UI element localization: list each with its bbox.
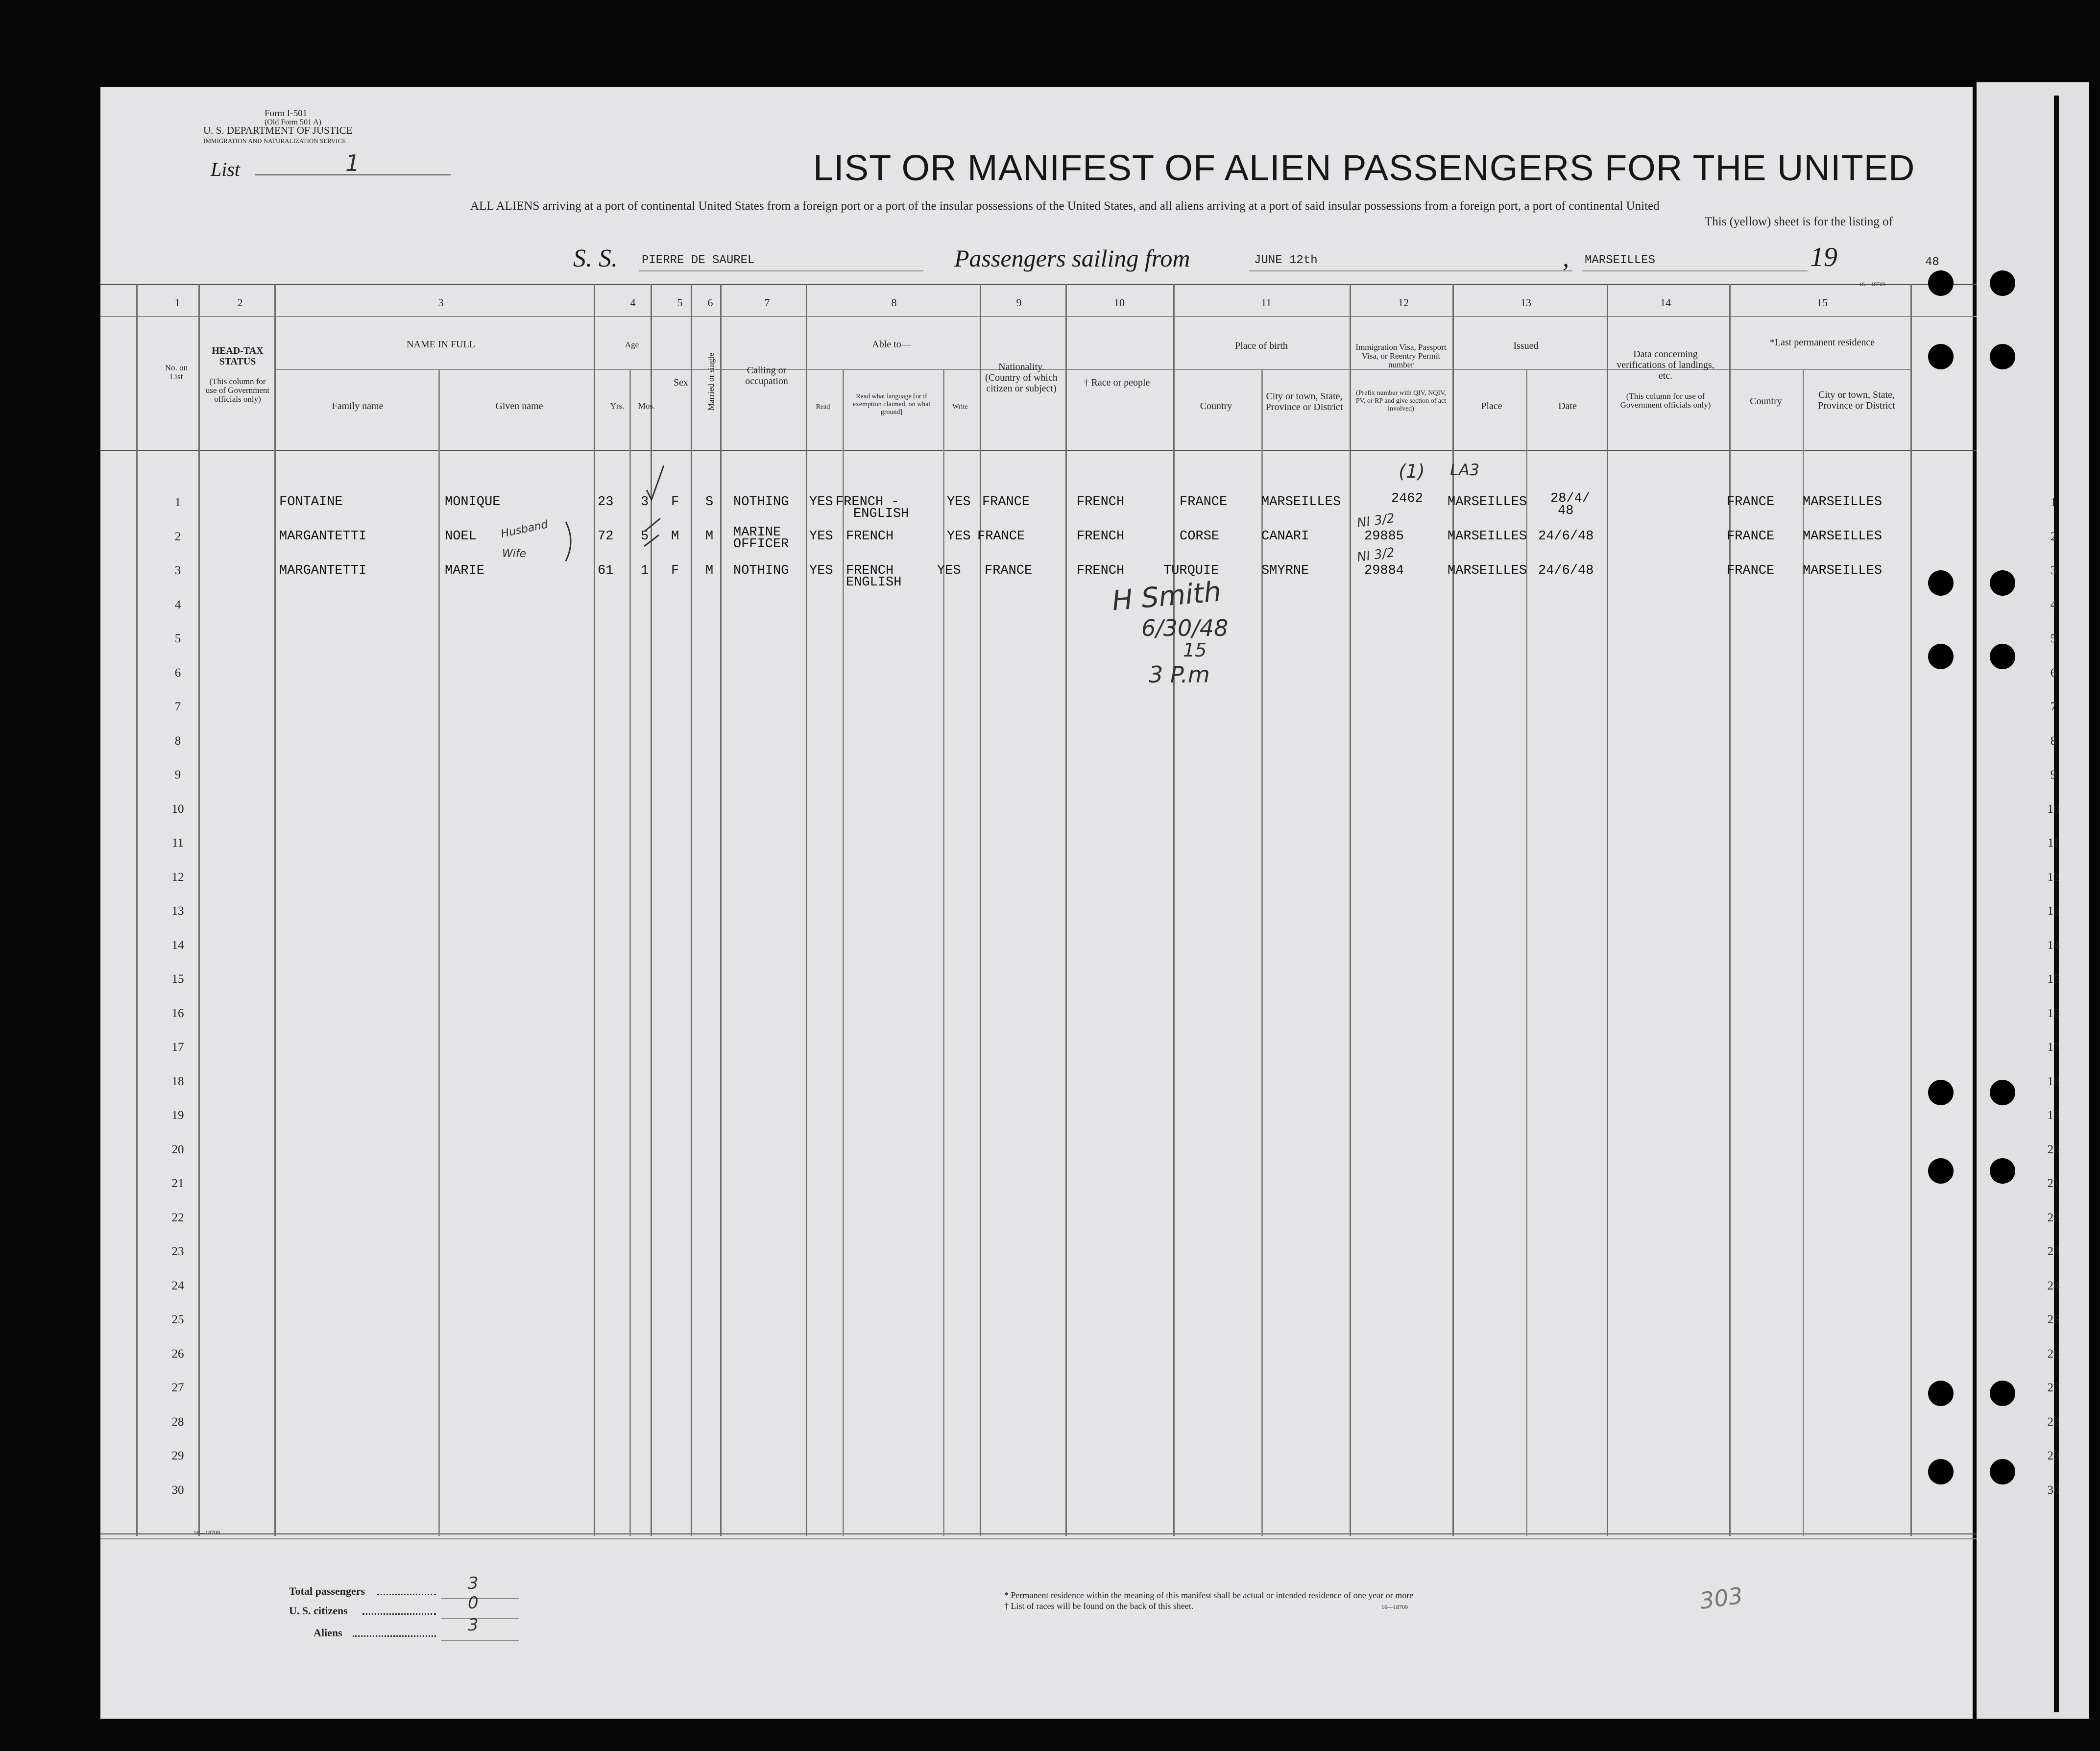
footnote-residence: * Permanent residence within the meaning of this manifest shall be actual or intended residence of one year or more bbox=[1004, 1590, 1414, 1600]
header-issued-date: Date bbox=[1558, 401, 1577, 412]
language: FRENCH - bbox=[836, 495, 899, 510]
row-number-right: 2 bbox=[2050, 530, 2057, 543]
punch-hole bbox=[1928, 644, 1954, 669]
header-bottom-border bbox=[100, 450, 1977, 451]
residence-country: FRANCE bbox=[1727, 563, 1775, 578]
row-number: 19 bbox=[171, 1109, 184, 1122]
row-number-right: 9 bbox=[2050, 768, 2057, 781]
punch-hole bbox=[1928, 1459, 1954, 1484]
column-divider bbox=[136, 284, 138, 1536]
can-read: YES bbox=[809, 529, 833, 544]
punch-hole bbox=[1990, 644, 2015, 669]
header-no-on-list: No. on List bbox=[165, 363, 188, 381]
header-age-mos: Mos. bbox=[638, 401, 655, 411]
age-months: 5 bbox=[641, 529, 649, 544]
col-number-2: 2 bbox=[237, 296, 243, 309]
leader-dots bbox=[377, 1592, 436, 1595]
row-number-right: 15 bbox=[2047, 973, 2060, 986]
col-number-1: 1 bbox=[174, 296, 180, 309]
can-read: YES bbox=[809, 495, 833, 510]
row-number: 2 bbox=[174, 530, 181, 543]
punch-hole bbox=[1928, 344, 1954, 369]
row-number-right: 23 bbox=[2047, 1245, 2060, 1258]
row-number: 7 bbox=[174, 700, 181, 713]
age-years: 72 bbox=[598, 529, 614, 544]
row-number-right: 16 bbox=[2047, 1006, 2060, 1020]
row-number: 8 bbox=[174, 734, 181, 748]
row-number: 25 bbox=[171, 1313, 184, 1326]
race: FRENCH bbox=[1077, 563, 1125, 578]
family-name: MARGANTETTI bbox=[279, 563, 367, 578]
row-number: 9 bbox=[174, 768, 181, 781]
header-issued: Issued bbox=[1513, 340, 1539, 351]
row-number: 5 bbox=[174, 632, 181, 645]
column-divider bbox=[806, 284, 807, 1536]
race: FRENCH bbox=[1077, 529, 1125, 544]
row-number-right: 3 bbox=[2050, 564, 2057, 577]
col-number-7: 7 bbox=[764, 296, 770, 309]
row-number: 1 bbox=[174, 496, 181, 509]
row-number: 10 bbox=[171, 802, 184, 816]
issued-place: MARSEILLES bbox=[1448, 495, 1527, 510]
family-name: FONTAINE bbox=[279, 495, 343, 510]
aliens-line bbox=[441, 1640, 519, 1641]
punch-hole bbox=[1928, 1381, 1954, 1406]
punch-hole bbox=[1928, 1158, 1954, 1184]
sailing-date: JUNE 12th bbox=[1254, 254, 1318, 267]
row-number: 21 bbox=[171, 1177, 184, 1190]
subcolumn-divider bbox=[629, 369, 631, 1536]
date-underline bbox=[1249, 270, 1572, 271]
row-number: 11 bbox=[171, 836, 184, 850]
row-number-right: 7 bbox=[2050, 700, 2057, 713]
row-number: 15 bbox=[171, 973, 184, 986]
given-name: NOEL bbox=[445, 529, 477, 544]
language-line2: ENGLISH bbox=[846, 575, 902, 590]
bottom-print-code: 16—18709 bbox=[193, 1529, 220, 1536]
visa-note-one: (1) bbox=[1399, 461, 1425, 482]
inspection-number: 15 bbox=[1183, 639, 1207, 661]
header-read: Read bbox=[816, 403, 830, 411]
can-write: YES bbox=[947, 495, 971, 510]
row-number: 26 bbox=[171, 1347, 184, 1361]
col-number-11: 11 bbox=[1261, 296, 1272, 309]
row-number-right: 20 bbox=[2047, 1143, 2060, 1156]
age-months: 1 bbox=[641, 563, 649, 578]
column-divider bbox=[980, 284, 981, 1536]
row-number-right: 18 bbox=[2047, 1074, 2060, 1088]
header-write: Write bbox=[952, 403, 968, 411]
colnum-row-border bbox=[100, 316, 1977, 317]
intro-text: ALL ALIENS arriving at a port of continental United States from a foreign port or a port of the insular possessions of the United States, and all aliens arriving at a port of said insular possessions from a foreign port, a port of continental United bbox=[470, 199, 1660, 213]
row-number: 18 bbox=[171, 1074, 184, 1088]
row-number-right: 30 bbox=[2047, 1483, 2060, 1497]
col-number-5: 5 bbox=[677, 296, 683, 309]
row-number-right: 13 bbox=[2047, 904, 2060, 918]
col-number-12: 12 bbox=[1398, 296, 1409, 309]
row-number-right: 19 bbox=[2047, 1109, 2060, 1122]
marital-status: M bbox=[705, 563, 714, 578]
punch-hole bbox=[1928, 270, 1954, 296]
col-number-13: 13 bbox=[1521, 296, 1531, 309]
nationality: FRANCE bbox=[977, 529, 1025, 544]
age-years: 61 bbox=[598, 563, 614, 578]
punch-hole bbox=[1990, 344, 2015, 369]
age-years: 23 bbox=[598, 495, 614, 510]
port-underline bbox=[1582, 270, 1808, 271]
total-passengers-value: 3 bbox=[468, 1574, 479, 1593]
row-number: 20 bbox=[171, 1143, 184, 1156]
row-number-right: 1 bbox=[2050, 496, 2057, 509]
husband-note: Husband bbox=[500, 518, 549, 540]
column-divider bbox=[1173, 284, 1175, 1536]
old-form-number: (Old Form 501 A) bbox=[265, 118, 321, 126]
visa-note-ni-1: NI 3/2 bbox=[1356, 511, 1396, 531]
ss-label: S. S. bbox=[573, 244, 618, 272]
manifest-sheet bbox=[100, 87, 1973, 1719]
birth-city: CANARI bbox=[1261, 529, 1309, 544]
punch-hole bbox=[1928, 1080, 1954, 1105]
issued-date: 24/6/48 bbox=[1538, 563, 1594, 578]
row-number-right: 4 bbox=[2050, 598, 2057, 611]
age-months: 3 bbox=[641, 495, 649, 510]
column-divider bbox=[274, 284, 276, 1536]
visa-number: 29884 bbox=[1364, 563, 1404, 578]
header-birth-city: City or town, State, Province or District bbox=[1265, 391, 1343, 413]
birth-country: CORSE bbox=[1180, 529, 1220, 544]
us-citizens-line bbox=[441, 1618, 519, 1619]
age-check-marks bbox=[637, 446, 686, 559]
aliens-label: Aliens bbox=[314, 1627, 342, 1639]
row-number-right: 22 bbox=[2047, 1211, 2060, 1224]
row-number-right: 29 bbox=[2047, 1449, 2060, 1462]
row-number-right: 25 bbox=[2047, 1313, 2060, 1326]
row-number-right: 26 bbox=[2047, 1347, 2060, 1361]
ship-underline bbox=[639, 270, 923, 271]
given-name: MONIQUE bbox=[445, 495, 501, 510]
header-given-name: Given name bbox=[495, 401, 543, 412]
occupation: MARINE bbox=[733, 525, 781, 540]
ship-name: PIERRE DE SAUREL bbox=[642, 254, 755, 267]
issued-place: MARSEILLES bbox=[1448, 563, 1527, 578]
column-divider bbox=[1729, 284, 1731, 1536]
row-number: 4 bbox=[174, 598, 181, 611]
header-verification-data: Data concerning verifications of landings, etc. bbox=[1617, 349, 1714, 381]
residence-city: MARSEILLES bbox=[1803, 529, 1883, 544]
service-name: IMMIGRATION AND NATURALIZATION SERVICE bbox=[203, 137, 346, 145]
row-number: 13 bbox=[171, 904, 184, 918]
row-number-right: 27 bbox=[2047, 1381, 2060, 1394]
footnote-races: † List of races will be found on the back of this sheet. bbox=[1004, 1601, 1194, 1611]
subcolumn-divider bbox=[438, 369, 440, 1536]
row-number: 12 bbox=[171, 870, 184, 884]
subcolumn-divider bbox=[1803, 369, 1804, 1536]
row-number-right: 8 bbox=[2050, 734, 2057, 748]
residence-country: FRANCE bbox=[1727, 495, 1775, 510]
form-number: Form I-501 bbox=[265, 108, 308, 119]
sex: F bbox=[671, 495, 679, 510]
header-able-to: Able to— bbox=[872, 339, 911, 350]
page-number: 303 bbox=[1698, 1582, 1745, 1614]
header-residence-city: City or town, State, Province or District bbox=[1818, 389, 1895, 411]
row-number-right: 17 bbox=[2047, 1041, 2060, 1054]
row-number: 23 bbox=[171, 1245, 184, 1258]
visa-note-ni-2: NI 3/2 bbox=[1356, 545, 1396, 565]
header-family-name: Family name bbox=[332, 401, 384, 412]
sailing-label: Passengers sailing from bbox=[954, 244, 1190, 272]
visa-number: 29885 bbox=[1364, 529, 1404, 544]
header-race: † Race or people bbox=[1084, 377, 1150, 388]
col-number-3: 3 bbox=[438, 296, 444, 309]
us-citizens-label: U. S. citizens bbox=[289, 1605, 348, 1617]
given-name: MARIE bbox=[445, 563, 485, 578]
row-number-right: 5 bbox=[2050, 632, 2057, 645]
bracket-mark bbox=[563, 519, 578, 563]
leader-dots bbox=[362, 1612, 436, 1615]
language: FRENCH bbox=[846, 529, 894, 544]
column-divider bbox=[594, 284, 595, 1536]
row-number: 27 bbox=[171, 1381, 184, 1394]
birth-city: MARSEILLES bbox=[1261, 495, 1341, 510]
row-number: 30 bbox=[171, 1483, 184, 1497]
col-number-4: 4 bbox=[630, 296, 636, 309]
residence-city: MARSEILLES bbox=[1803, 563, 1883, 578]
row-number: 29 bbox=[171, 1449, 184, 1462]
marital-status: M bbox=[705, 529, 714, 544]
header-occupation: Calling or occupation bbox=[745, 365, 788, 387]
punch-hole bbox=[1928, 570, 1954, 596]
row-number-right: 24 bbox=[2047, 1279, 2060, 1292]
header-age-yrs: Yrs. bbox=[610, 401, 625, 411]
comma-sep: , bbox=[1563, 244, 1569, 272]
col-number-10: 10 bbox=[1114, 296, 1125, 309]
col-number-9: 9 bbox=[1016, 296, 1022, 309]
language: FRENCH bbox=[846, 563, 894, 578]
header-read-language: Read what language [or if exemption claimed, on what ground] bbox=[852, 393, 931, 416]
subcolumn-divider bbox=[1261, 369, 1263, 1536]
department-name: U. S. DEPARTMENT OF JUSTICE bbox=[203, 124, 353, 136]
aliens-value: 3 bbox=[468, 1615, 479, 1635]
header-name-in-full: NAME IN FULL bbox=[407, 339, 475, 350]
visa-number: 2462 bbox=[1391, 491, 1423, 506]
header-residence-country: Country bbox=[1750, 396, 1782, 407]
sex: M bbox=[671, 529, 679, 544]
issued-date-line2: 48 bbox=[1558, 504, 1574, 518]
row-number: 6 bbox=[174, 666, 181, 680]
col-number-8: 8 bbox=[891, 296, 897, 309]
column-divider bbox=[1065, 284, 1067, 1536]
punch-hole bbox=[1990, 270, 2015, 296]
header-place-of-birth: Place of birth bbox=[1235, 340, 1288, 351]
occupation: NOTHING bbox=[733, 495, 789, 510]
inspection-date: 6/30/48 bbox=[1141, 615, 1229, 641]
wife-note: Wife bbox=[502, 548, 527, 560]
total-passengers-label: Total passengers bbox=[289, 1585, 365, 1597]
row-number-right: 21 bbox=[2047, 1177, 2060, 1190]
marital-status: S bbox=[705, 495, 714, 510]
header-visa-number: Immigration Visa, Passport Visa, or Reentry Permit number bbox=[1355, 342, 1447, 369]
issued-date: 28/4/ bbox=[1550, 491, 1591, 506]
can-write: YES bbox=[937, 563, 961, 578]
language-line2: ENGLISH bbox=[853, 507, 909, 521]
header-nationality: Nationality. (Country of which citizen or subject) bbox=[985, 362, 1058, 394]
header-age: Age bbox=[625, 340, 639, 349]
visa-note-la3: LA3 bbox=[1450, 461, 1480, 479]
birth-country: TURQUIE bbox=[1163, 563, 1219, 578]
list-number: 1 bbox=[345, 150, 360, 176]
header-head-tax-note: (This column for use of Government officials only) bbox=[205, 377, 270, 404]
can-read: YES bbox=[809, 563, 833, 578]
column-divider bbox=[1350, 284, 1351, 1536]
residence-city: MARSEILLES bbox=[1803, 495, 1883, 510]
subcolumn-divider bbox=[1526, 369, 1527, 1536]
occupation: NOTHING bbox=[733, 563, 789, 578]
header-sex: Sex bbox=[674, 377, 688, 388]
punch-hole bbox=[1990, 1381, 2015, 1406]
header-head-tax: HEAD-TAX STATUS bbox=[212, 345, 264, 367]
column-divider bbox=[1910, 284, 1912, 1536]
binding-edge bbox=[2054, 96, 2059, 1712]
us-citizens-value: 0 bbox=[468, 1593, 479, 1613]
column-divider bbox=[1607, 284, 1608, 1536]
row-number-right: 6 bbox=[2050, 666, 2057, 680]
row-number-right: 14 bbox=[2047, 938, 2060, 952]
column-divider bbox=[720, 284, 722, 1536]
subcolumn-divider bbox=[943, 369, 944, 1536]
nationality: FRANCE bbox=[982, 495, 1030, 510]
year-prefix: 19 bbox=[1810, 242, 1837, 272]
row-number: 17 bbox=[171, 1041, 184, 1054]
inspection-time: 3 P.m bbox=[1149, 661, 1210, 688]
punch-hole bbox=[1990, 1158, 2015, 1184]
row-number: 22 bbox=[171, 1211, 184, 1224]
row-number-right: 10 bbox=[2047, 802, 2060, 816]
total-passengers-line bbox=[441, 1598, 519, 1599]
row-number: 28 bbox=[171, 1415, 184, 1429]
row-number-right: 28 bbox=[2047, 1415, 2060, 1429]
punch-hole bbox=[1990, 570, 2015, 596]
col-number-14: 14 bbox=[1660, 296, 1671, 309]
header-last-residence: *Last permanent residence bbox=[1769, 337, 1875, 348]
list-label: List bbox=[211, 158, 241, 180]
nationality: FRANCE bbox=[985, 563, 1033, 578]
punch-hole bbox=[1990, 1459, 2015, 1484]
header-visa-note: (Prefix number with QIV, NQIV, PV, or RP and give section of act involved) bbox=[1355, 389, 1447, 413]
print-code: 16—18709 bbox=[1381, 1604, 1408, 1610]
row-number: 3 bbox=[174, 564, 181, 577]
col-number-6: 6 bbox=[707, 296, 713, 309]
inspector-signature: H Smith bbox=[1110, 576, 1223, 617]
race: FRENCH bbox=[1077, 495, 1125, 510]
sex: F bbox=[671, 563, 679, 578]
row-number: 14 bbox=[171, 938, 184, 952]
can-write: YES bbox=[947, 529, 971, 544]
issued-place: MARSEILLES bbox=[1448, 529, 1527, 544]
birth-city: SMYRNE bbox=[1261, 563, 1309, 578]
header-birth-country: Country bbox=[1200, 401, 1232, 412]
row-number-right: 11 bbox=[2047, 836, 2060, 850]
column-divider bbox=[691, 284, 692, 1536]
residence-country: FRANCE bbox=[1727, 529, 1775, 544]
row-number-right: 12 bbox=[2047, 870, 2060, 884]
leader-dots bbox=[353, 1634, 436, 1637]
birth-country: FRANCE bbox=[1180, 495, 1228, 510]
row-number: 16 bbox=[171, 1006, 184, 1020]
header-married-or-single: Married or single bbox=[706, 352, 716, 411]
col-number-15: 15 bbox=[1817, 296, 1828, 309]
row-number: 24 bbox=[171, 1279, 184, 1292]
issued-date: 24/6/48 bbox=[1538, 529, 1594, 544]
header-verification-note: (This column for use of Government officials only) bbox=[1620, 391, 1711, 410]
column-divider bbox=[198, 284, 200, 1536]
sailing-port: MARSEILLES bbox=[1585, 254, 1656, 267]
table-bottom-border bbox=[100, 1533, 1977, 1534]
family-name: MARGANTETTI bbox=[279, 529, 367, 544]
punch-hole bbox=[1990, 1080, 2015, 1105]
occupation-line2: OFFICER bbox=[733, 537, 789, 552]
footer-border bbox=[100, 1538, 1977, 1539]
header-issued-place: Place bbox=[1481, 401, 1502, 412]
year-value: 48 bbox=[1925, 256, 1939, 269]
subcolumn-divider bbox=[843, 369, 844, 1536]
intro-text-line2: This (yellow) sheet is for the listing of bbox=[1705, 215, 1893, 228]
table-top-border bbox=[100, 284, 1977, 285]
manifest-title: LIST OR MANIFEST OF ALIEN PASSENGERS FOR THE UNITED bbox=[813, 147, 1915, 188]
